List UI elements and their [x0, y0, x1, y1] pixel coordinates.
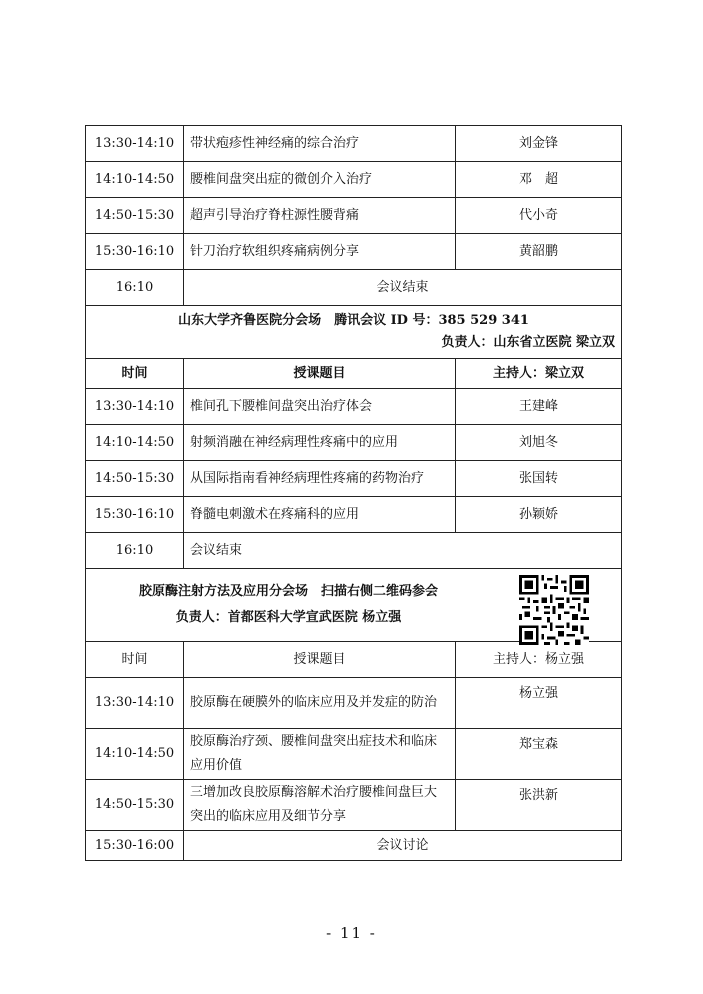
topic-cell: 椎间孔下腰椎间盘突出治疗体会	[184, 389, 456, 425]
table-row-end	[86, 270, 622, 306]
speaker-cell: 张洪新	[456, 780, 622, 831]
time-cell: 13:30-14:10	[86, 389, 184, 425]
topic-cell: 三增加改良胶原酶溶解术治疗腰椎间盘巨大突出的临床应用及细节分享	[184, 780, 456, 831]
speaker-cell: 孙颖娇	[456, 497, 622, 533]
speaker-cell: 张国转	[456, 461, 622, 497]
speaker-cell: 郑宝森	[456, 729, 622, 780]
time-cell: 14:50-15:30	[86, 780, 184, 831]
session-responsible: 负责人：首都医科大学宣武医院 杨立强	[175, 610, 402, 625]
time-cell: 13:30-14:10	[86, 126, 184, 162]
speaker-cell: 杨立强	[456, 678, 622, 729]
table-row-end	[86, 533, 622, 569]
time-cell: 15:30-16:10	[86, 497, 184, 533]
header-topic: 授课题目	[184, 359, 456, 389]
table-row	[86, 234, 622, 270]
table-row	[86, 780, 622, 831]
table-row-end	[86, 831, 622, 861]
session-title: 胶原酶注射方法及应用分会场 扫描右侧二维码参会	[138, 584, 438, 599]
session-header	[86, 306, 622, 359]
table-row	[86, 678, 622, 729]
session-header-row	[86, 569, 622, 642]
time-cell: 15:30-16:00	[86, 831, 184, 861]
session-header	[86, 569, 622, 642]
session-header-row	[86, 306, 622, 359]
header-time: 时间	[86, 359, 184, 389]
table-row	[86, 729, 622, 780]
topic-cell: 超声引导治疗脊柱源性腰背痛	[184, 198, 456, 234]
end-cell: 会议讨论	[184, 831, 622, 861]
time-cell: 16:10	[86, 533, 184, 569]
speaker-cell: 黄韶鹏	[456, 234, 622, 270]
time-cell: 13:30-14:10	[86, 678, 184, 729]
page-number: - 11 -	[326, 924, 377, 942]
end-cell: 会议结束	[184, 270, 622, 306]
time-cell: 14:50-15:30	[86, 198, 184, 234]
schedule-table	[85, 125, 622, 861]
time-cell: 15:30-16:10	[86, 234, 184, 270]
table-row	[86, 389, 622, 425]
table-row	[86, 198, 622, 234]
header-host: 主持人：梁立双	[456, 359, 622, 389]
speaker-cell: 代小奇	[456, 198, 622, 234]
time-cell: 14:10-14:50	[86, 162, 184, 198]
topic-cell: 射频消融在神经病理性疼痛中的应用	[184, 425, 456, 461]
table-row	[86, 461, 622, 497]
time-cell: 14:10-14:50	[86, 729, 184, 780]
topic-cell: 腰椎间盘突出症的微创介入治疗	[184, 162, 456, 198]
speaker-cell: 刘金锋	[456, 126, 622, 162]
topic-cell: 从国际指南看神经病理性疼痛的药物治疗	[184, 461, 456, 497]
speaker-cell: 王建峰	[456, 389, 622, 425]
table-row	[86, 497, 622, 533]
column-header-row	[86, 642, 622, 678]
column-header-row	[86, 359, 622, 389]
topic-cell: 胶原酶治疗颈、腰椎间盘突出症技术和临床应用价值	[184, 729, 456, 780]
table-row	[86, 126, 622, 162]
session-responsible: 负责人：山东省立医院 梁立双	[441, 335, 615, 350]
time-cell: 14:10-14:50	[86, 425, 184, 461]
schedule-table-container	[85, 125, 621, 861]
speaker-cell: 刘旭冬	[456, 425, 622, 461]
session-title: 山东大学齐鲁医院分会场 腾讯会议 ID 号：385 529 341	[178, 313, 529, 328]
table-row	[86, 425, 622, 461]
time-cell: 14:50-15:30	[86, 461, 184, 497]
speaker-cell: 邓 超	[456, 162, 622, 198]
end-cell: 会议结束	[184, 533, 622, 569]
topic-cell: 针刀治疗软组织疼痛病例分享	[184, 234, 456, 270]
topic-cell: 脊髓电刺激术在疼痛科的应用	[184, 497, 456, 533]
header-host: 主持人：杨立强	[456, 642, 622, 678]
header-time: 时间	[86, 642, 184, 678]
time-cell: 16:10	[86, 270, 184, 306]
table-row	[86, 162, 622, 198]
header-topic: 授课题目	[184, 642, 456, 678]
qr-code-icon[interactable]	[519, 575, 589, 645]
topic-cell: 带状疱疹性神经痛的综合治疗	[184, 126, 456, 162]
topic-cell: 胶原酶在硬膜外的临床应用及并发症的防治	[184, 678, 456, 729]
